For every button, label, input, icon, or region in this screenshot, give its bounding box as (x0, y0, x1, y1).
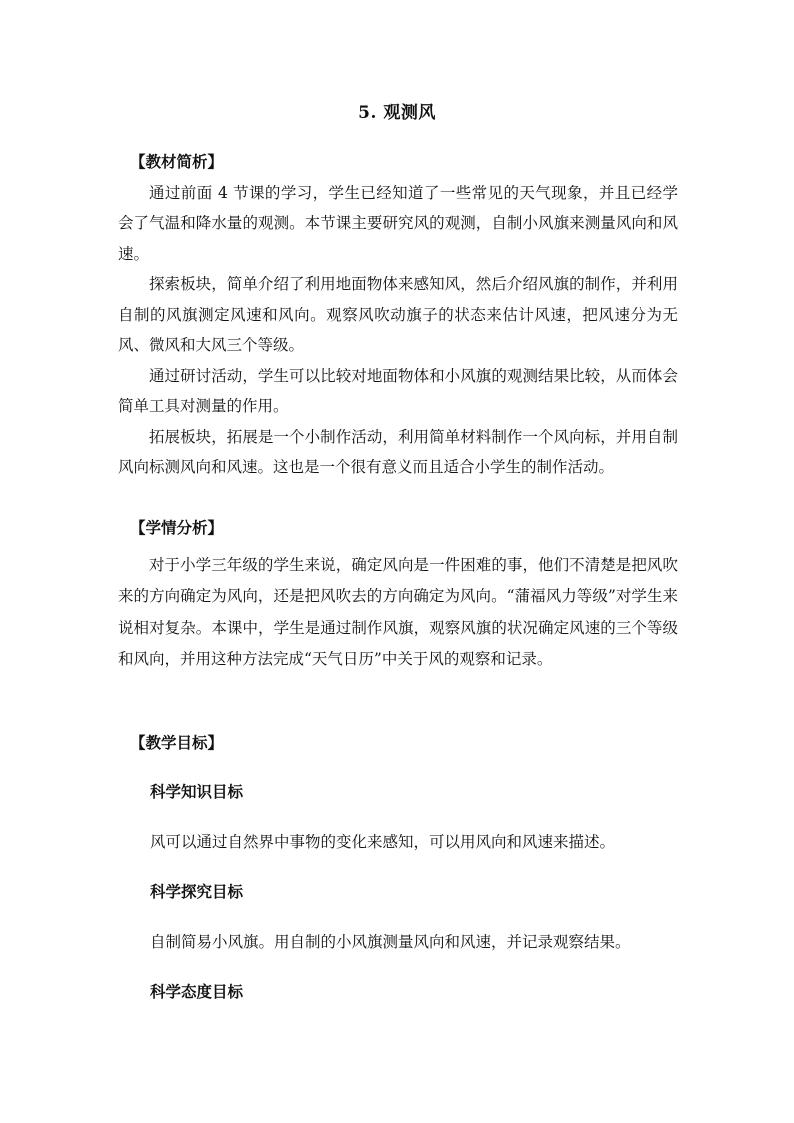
section-heading-analysis: 【教材简析】 (130, 152, 224, 171)
section-heading-learners: 【学情分析】 (130, 518, 224, 537)
knowledge-goal-heading: 科学知识目标 (150, 782, 244, 801)
inquiry-goal-text: 自制简易小风旗。用自制的小风旗测量风向和风速，并记录观察结果。 (150, 933, 631, 951)
analysis-paragraph-2: 探索板块，简单介绍了利用地面物体来感知风，然后介绍风旗的制作，并利用自制的风旗测定风速和风向。观察风吹动旗子的状态来估计风速，把风速分为无风、微风和大风三个等级。 (118, 275, 678, 354)
page-title: 5. 观测风 (358, 103, 436, 123)
analysis-paragraph-4: 拓展板块，拓展是一个小制作活动，利用简单材料制作一个风向标，并用自制风向标测风向和风速。这也是一个很有意义而且适合小学生的制作活动。 (118, 427, 678, 476)
section-learners (118, 512, 678, 676)
section-heading-goals: 【教学目标】 (130, 733, 224, 752)
analysis-paragraph-1: 通过前面 4 节课的学习，学生已经知道了一些常见的天气现象，并且已经学会了气温和降水量的观测。本节课主要研究风的观测，自制小风旗来测量风向和风速。 (118, 183, 678, 263)
attitude-goal-heading: 科学态度目标 (150, 982, 244, 1001)
section-analysis (118, 147, 678, 483)
learners-paragraph-1: 对于小学三年级的学生来说，确定风向是一件困难的事，他们不清楚是把风吹来的方向确定为风向，还是把风吹去的方向确定为风向。“蒲福风力等级”对学生来说相对复杂。本课中，学生是通过制作风旗，观察风旗的状况确定风速的三个等级和风向，并用这种方法完成“天气日历”中关于风的观察和记录。 (118, 555, 678, 668)
analysis-paragraph-3: 通过研讨活动，学生可以比较对地面物体和小风旗的观测结果比较，从而体会简单工具对测量的作用。 (118, 366, 678, 415)
inquiry-goal-heading: 科学探究目标 (150, 882, 244, 901)
knowledge-goal-text: 风可以通过自然界中事物的变化来感知，可以用风向和风速来描述。 (150, 833, 616, 851)
